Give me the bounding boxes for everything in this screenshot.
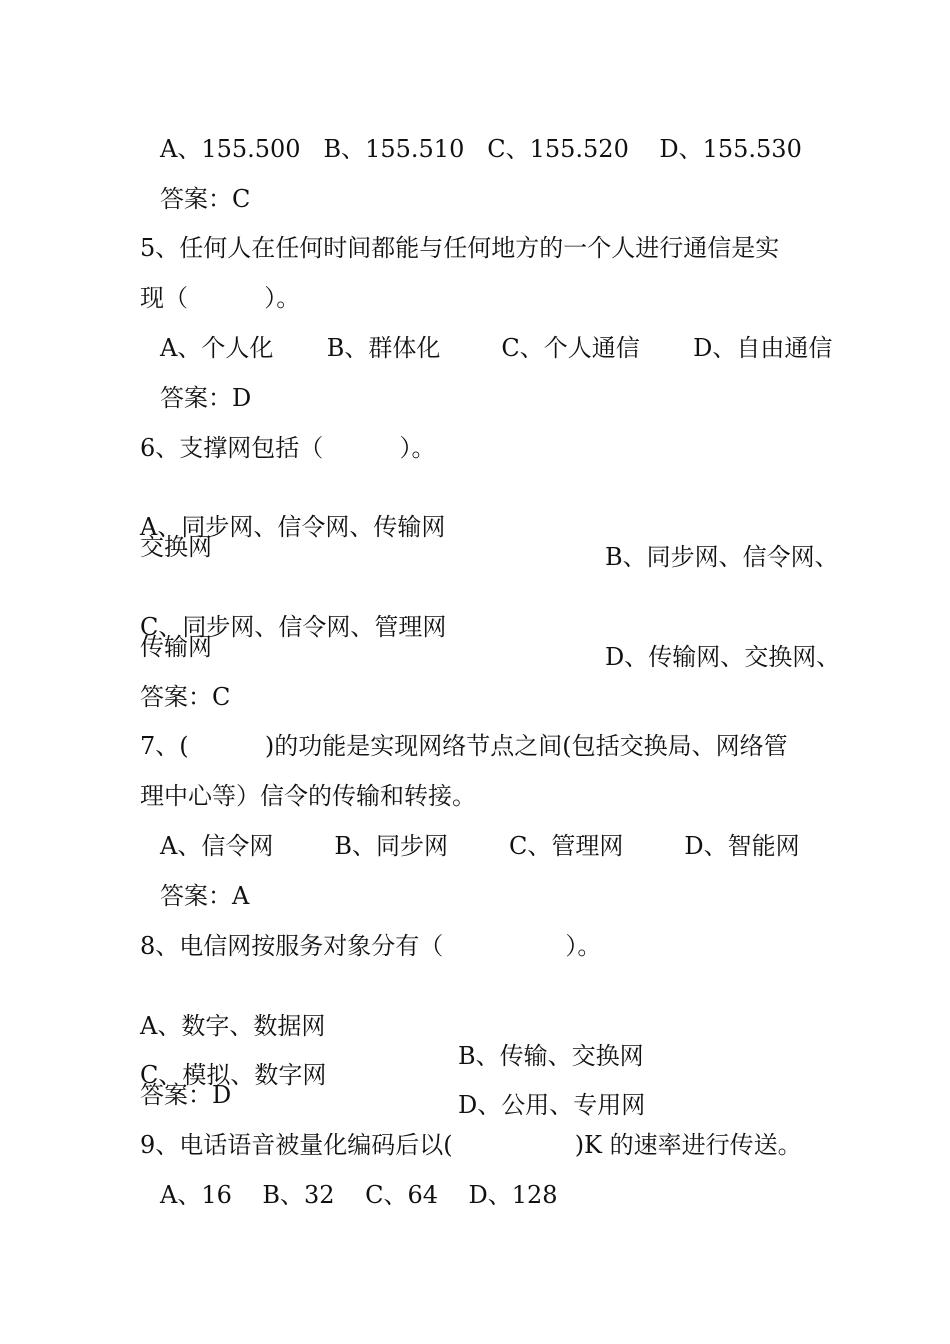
- q8-option-b: B、传输、交换网: [458, 1042, 644, 1070]
- q6-option-d-cont: 传输网: [140, 633, 212, 661]
- q7-answer: 答案：A: [160, 882, 250, 910]
- q8-answer: 答案：D: [140, 1081, 232, 1109]
- q4-options: A、155.500 B、155.510 C、155.520 D、155.530: [160, 135, 802, 163]
- q6-option-d: D、传输网、交换网、: [605, 643, 841, 671]
- q5-answer: 答案：D: [160, 384, 252, 412]
- q8-option-a: A、数字、数据网: [140, 1012, 326, 1040]
- q9-stem: 9、电话语音被量化编码后以( )K 的速率进行传送。: [140, 1131, 802, 1159]
- q8-option-d: D、公用、专用网: [458, 1091, 646, 1119]
- q5-stem-line1: 5、任何人在任何时间都能与任何地方的一个人进行通信是实: [140, 234, 780, 262]
- q9-options: A、16 B、32 C、64 D、128: [160, 1181, 558, 1209]
- q5-options: A、个人化 B、群体化 C、个人通信 D、自由通信: [160, 334, 833, 362]
- q6-stem: 6、支撑网包括（ ）。: [140, 434, 436, 462]
- q4-answer: 答案：C: [160, 185, 251, 213]
- q6-answer: 答案：C: [140, 683, 231, 711]
- q6-options-row2: [140, 582, 841, 702]
- q8-stem: 8、电信网按服务对象分有（ ）。: [140, 932, 602, 960]
- q7-options: A、信令网 B、同步网 C、管理网 D、智能网: [160, 832, 800, 860]
- q6-option-a: A、同步网、信令网、传输网: [140, 513, 446, 541]
- q6-option-c: C、同步网、信令网、管理网: [140, 613, 447, 641]
- q6-option-b-cont: 交换网: [140, 533, 212, 561]
- q7-stem-line2: 理中心等）信令的传输和转接。: [140, 782, 476, 810]
- q8-option-c: C、模拟、数字网: [140, 1061, 327, 1089]
- q5-stem-line2: 现（ ）。: [140, 284, 301, 312]
- q6-option-b: B、同步网、信令网、: [605, 543, 839, 571]
- q7-stem-line1: 7、( )的功能是实现网络节点之间(包括交换局、网络管: [140, 732, 788, 760]
